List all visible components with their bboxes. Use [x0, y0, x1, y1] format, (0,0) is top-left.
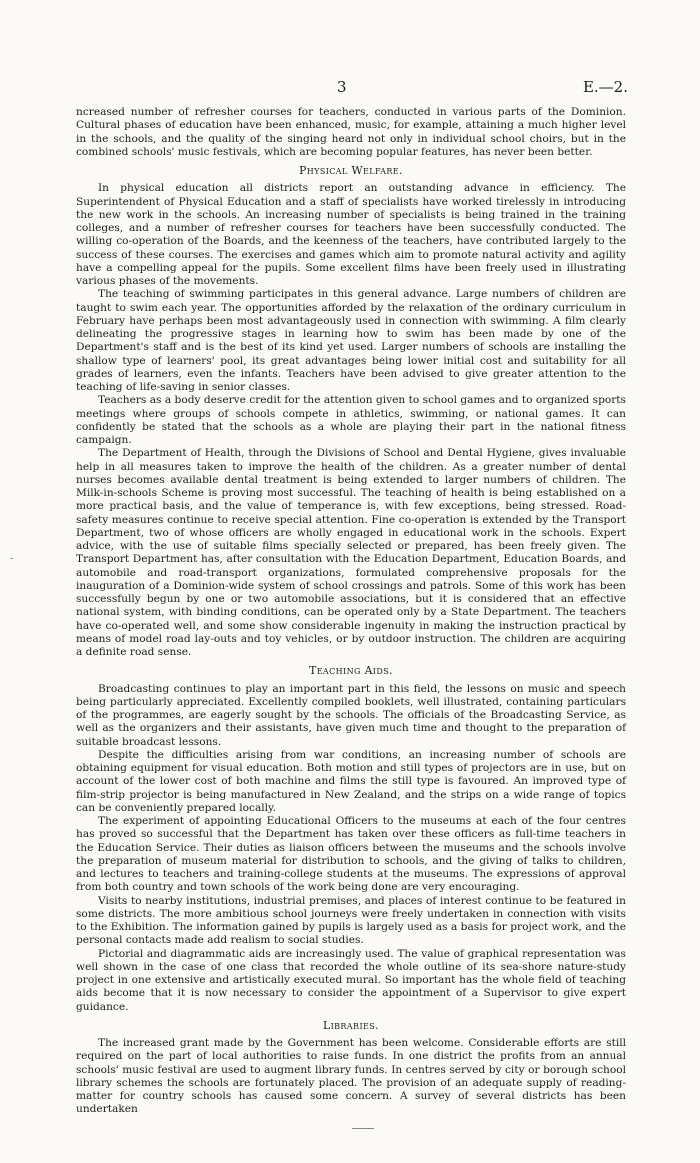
- paragraph: The increased grant made by the Government has been welcome. Considerable efforts are still required on the part of local authorities to raise funds. In one district the profits from an annual schools' music festival are used to augment library funds. In centres served by city or borough school library schemes the schools are fortunately placed. The provision of an adequate supply of reading-matter for country schools has caused some concern. A survey of several districts has been undertaken: [76, 1037, 626, 1116]
- paragraph: Despite the difficulties arising from war conditions, an increasing number of schools are obtaining equipment for visual education. Both motion and still types of projectors are in use, but on account of the lower cost of both machine and films the still type is favoured. An improved type of film-strip projector is being manufactured in New Zealand, and the strips on a wide range of topics can be conveniently prepared locally.: [76, 748, 626, 814]
- section-heading: Teaching Aids.: [309, 664, 393, 678]
- paragraph: Pictorial and diagrammatic aids are increasingly used. The value of graphical representation was well shown in the case of one class that recorded the whole outline of its sea-shore nature-study project in one extensive and artistically executed mural. So important has the whole field of teaching aids become that it is now necessary to consider the appointment of a Supervisor to give expert guidance.: [76, 947, 626, 1013]
- paragraph: Teachers as a body deserve credit for the attention given to school games and to organized sports meetings where groups of schools compete in athletics, swimming, or national games. It can confidently be stated that the schools as a whole are playing their part in the national fitness campaign.: [76, 394, 626, 446]
- paragraph: The experiment of appointing Educational Officers to the museums at each of the four centres has proved so successful that the Department has taken over these officers as full-time teachers in the Education Service. Their duties as liaison officers between the museums and the schools involve the preparation of museum material for distribution to schools, and the giving of talks to children, and lectures to teachers and training-college students at the museums. The expressions of approval from both country and town schools of the work being done are very encouraging.: [76, 815, 626, 894]
- section-intro: [76, 106, 626, 159]
- section-libraries: [76, 1019, 626, 1117]
- page-header: [0, 78, 700, 98]
- paragraph: Visits to nearby institutions, industrial premises, and places of interest continue to be featured in some districts. The more ambitious school journeys were freely undertaken in connection with visits to the Exhibition. The information gained by pupils is largely used as a basis for project work, and the personal contacts made add realism to social studies.: [76, 894, 626, 947]
- page-number: 3: [337, 78, 347, 96]
- paragraph: Broadcasting continues to play an important part in this field, the lessons on music and speech being particularly appreciated. Excellently compiled booklets, well illustrated, containing particulars of the programmes, are eagerly sought by the schools. The officials of the Broadcasting Service, as well as the organizers and their assistants, have given much time and thought to the preparation of suitable broadcast lessons.: [76, 682, 626, 748]
- margin-mark: -: [10, 554, 14, 564]
- section-teaching-aids: [76, 664, 626, 1014]
- document-reference: E.—2.: [582, 78, 628, 96]
- paragraph: ncreased number of refresher courses for teachers, conducted in various parts of the Dominion. Cultural phases of education have been enhanced, music, for example, attaining a much higher level in the schools, and the quality of the singing heard not only in individual school choirs, but in the combined schools' music festivals, which are becoming popular features, has never been better.: [76, 106, 626, 158]
- paragraph: In physical education all districts report an outstanding advance in efficiency. The Superintendent of Physical Education and a staff of specialists have worked tirelessly in introducing the new work in the schools. An increasing number of specialists is being trained in the training colleges, and a number of refresher courses for teachers have been successfully conducted. The willing co-operation of the Boards, and the keenness of the teachers, have contributed largely to the success of these courses. The exercises and games which aim to promote natural activity and agility have a compelling appeal for the pupils. Some excellent films have been freely used in illustrating various phases of the movements.: [76, 182, 626, 287]
- footer-rule: [352, 1128, 374, 1129]
- paragraph: The Department of Health, through the Divisions of School and Dental Hygiene, gives invaluable help in all measures taken to improve the health of the children. As a greater number of dental nurses becomes available dental treatment is being extended to larger numbers of children. The Milk-in-schools Scheme is proving most successful. The teaching of health is being established on a more practical basis, and the value of temperance is, with few exceptions, being stressed. Road-safety measures continue to receive special attention. Fine co-operation is extended by the Transport Department, two of whose officers are wholly engaged in educational work in the schools. Expert advice, with the use of suitable films specially selected or prepared, has been freely given. The Transport Department has, after consultation with the Education Department, Education Boards, and automobile and road-transport organizations, formulated comprehensive proposals for the inauguration of a Dominion-wide system of school crossings and patrols. Some of this work has been successfully begun by one or two automobile associations, but it is considered that an effective national system, with binding conditions, can be operated only by a State Department. The teachers have co-operated well, and some show considerable ingenuity in making the instruction practical by means of model road lay-outs and toy vehicles, or by outdoor instruction. The children are acquiring a definite road sense.: [76, 447, 626, 658]
- paragraph: The teaching of swimming participates in this general advance. Large numbers of children are taught to swim each year. The opportunities afforded by the relaxation of the ordinary curriculum in February have perhaps been most advantageously used in connection with swimming. A film clearly delineating the progressive stages in learning how to swim has been made by one of the Department's staff and is the best of its kind yet used. Larger numbers of schools are installing the shallow type of learners' pool, its great advantages being lower initial cost and suitability for all grades of learners, even the infants. Teachers have been advised to give greater attention to the teaching of life-saving in senior classes.: [76, 288, 626, 393]
- section-heading: Libraries.: [323, 1018, 379, 1032]
- document-body: [76, 106, 626, 1117]
- section-heading: Physical Welfare.: [299, 164, 403, 177]
- section-physical-welfare: [76, 164, 626, 659]
